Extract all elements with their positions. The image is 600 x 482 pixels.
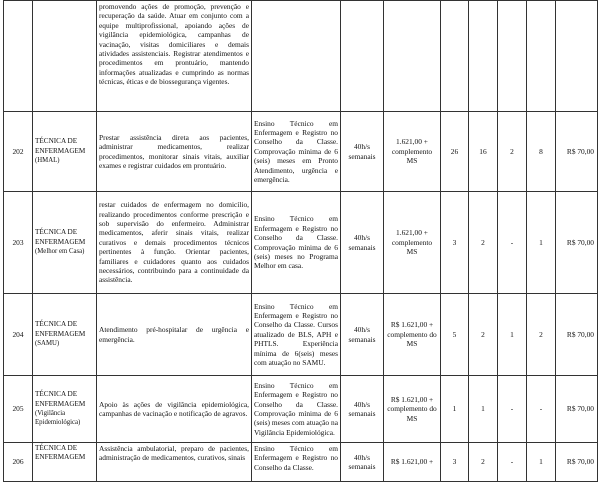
row-vencimento: R$ 1.621,00 + complemento do MS: [384, 294, 441, 376]
row-cargo: [33, 192, 97, 294]
table-row: [4, 376, 598, 443]
row-requisitos: Ensino Técnico em Enfermagem e Registro no Conselho da Classe.: [252, 443, 341, 482]
cargo-title: TÉCNICA DE ENFERMAGEM: [35, 320, 86, 338]
cargo-subtitle: (HMAL): [35, 157, 60, 165]
row-taxa: R$ 70,00: [556, 112, 598, 192]
cargo-title: TÉCNICA DE ENFERMAGEM: [35, 444, 86, 462]
table-row: [4, 192, 598, 294]
cargo-subtitle: (Melhor em Casa): [35, 248, 85, 256]
row-code: 202: [4, 112, 33, 192]
row-code: [4, 1, 33, 112]
row-count-3: 2: [498, 112, 527, 192]
row-count-3: -: [498, 443, 527, 482]
table-row: [4, 1, 598, 112]
row-count-2: 16: [469, 112, 498, 192]
row-count-2: [469, 1, 498, 112]
row-count-1: 5: [441, 294, 469, 376]
row-count-4: 8: [527, 112, 556, 192]
row-atribuicoes: promovendo ações de promoção, prevenção e recuperação da saúde. Atuar em conjunto com a equipe multiprofissional, apoiando ações de vigilância epidemiológica, campanhas de vacinação, visitas domiciliares e demais atividades assistenciais. Registrar atendimentos e procedimentos em prontuário, mantendo informações atualizadas e cumprindo as normas técnicas, éticas e de biossegurança vigentes.: [97, 1, 252, 112]
row-vencimento: [384, 1, 441, 112]
table-row: [4, 443, 598, 482]
row-code: 205: [4, 376, 33, 443]
row-atribuicoes: restar cuidados de enfermagem no domicílio, realizando procedimentos conforme prescrição e sob supervisão do enfermeiro. Administrar medicamentos, aferir sinais vitais, realizar curativos e demais procedimentos técnicos pertinentes à função. Orientar pacientes, familiares e cuidadores quanto aos cuidados necessários, contribuindo para a continuidade da assistência.: [97, 192, 252, 294]
row-cargo: [33, 1, 97, 112]
row-count-4: 1: [527, 192, 556, 294]
row-taxa: R$ 70,00: [556, 443, 598, 482]
row-taxa: R$ 70,00: [556, 192, 598, 294]
row-count-1: [441, 1, 469, 112]
row-count-1: 1: [441, 376, 469, 443]
cargo-title: TÉCNICA DE ENFERMAGEM: [35, 137, 86, 155]
row-taxa: [556, 1, 598, 112]
vacancy-table: [3, 0, 598, 482]
row-count-3: -: [498, 192, 527, 294]
row-carga: 40h/s semanais: [341, 294, 384, 376]
row-cargo: [33, 443, 97, 482]
row-count-2: 2: [469, 192, 498, 294]
row-count-1: 3: [441, 192, 469, 294]
row-carga: 40h/s semanais: [341, 376, 384, 443]
row-cargo: [33, 294, 97, 376]
cargo-subtitle: (SAMU): [35, 340, 60, 348]
row-code: 203: [4, 192, 33, 294]
row-code: 206: [4, 443, 33, 482]
row-count-4: 1: [527, 443, 556, 482]
row-count-3: -: [498, 376, 527, 443]
row-count-2: 2: [469, 294, 498, 376]
row-carga: [341, 1, 384, 112]
row-atribuicoes: Assistência ambulatorial, preparo de pacientes, administração de medicamentos, curativos, sinais: [97, 443, 252, 482]
row-count-1: 3: [441, 443, 469, 482]
table-row: [4, 294, 598, 376]
cargo-title: TÉCNICA DE ENFERMAGEM: [35, 228, 86, 246]
table-row: [4, 112, 598, 192]
cargo-title: TÉCNICA DE ENFERMAGEM: [35, 390, 86, 408]
row-carga: 40h/s semanais: [341, 192, 384, 294]
row-requisitos: Ensino Técnico em Enfermagem e Registro no Conselho da Classe. Comprovação mínima de 6 (seis) meses em Pronto Atendimento, urgência e emergência.: [252, 112, 341, 192]
row-taxa: R$ 70,00: [556, 294, 598, 376]
cargo-subtitle: (Vigilância Epidemiológica): [35, 410, 81, 427]
row-count-2: 2: [469, 443, 498, 482]
row-vencimento: 1.621,00 + complemento MS: [384, 112, 441, 192]
row-count-1: 26: [441, 112, 469, 192]
row-count-4: [527, 1, 556, 112]
row-vencimento: R$ 1.621,00 +: [384, 443, 441, 482]
row-atribuicoes: Atendimento pré-hospitalar de urgência e emergência.: [97, 294, 252, 376]
row-carga: 40h/s semanais: [341, 443, 384, 482]
row-cargo: [33, 112, 97, 192]
row-count-4: -: [527, 376, 556, 443]
row-requisitos: [252, 1, 341, 112]
row-code: 204: [4, 294, 33, 376]
row-count-3: 1: [498, 294, 527, 376]
row-carga: 40h/s semanais: [341, 112, 384, 192]
row-atribuicoes: Apoio às ações de vigilância epidemiológica, campanhas de vacinação e notificação de agravos.: [97, 376, 252, 443]
row-atribuicoes: Prestar assistência direta aos pacientes, administrar medicamentos, realizar procedimentos, monitorar sinais vitais, auxiliar exames e registrar cuidados em prontuário.: [97, 112, 252, 192]
row-vencimento: R$ 1.621,00 + complemento do MS: [384, 376, 441, 443]
row-requisitos: Ensino Técnico em Enfermagem e Registro no Conselho da Classe. Comprovação mínima de 6 (seis) meses no Programa Melhor em casa.: [252, 192, 341, 294]
row-cargo: [33, 376, 97, 443]
row-count-3: [498, 1, 527, 112]
row-requisitos: Ensino Técnico em Enfermagem e Registro no Conselho da Classe. Cursos atualizado de BLS, APH e PHTLS. Experiência mínima de 6(seis) meses com atuação no SAMU.: [252, 294, 341, 376]
row-vencimento: 1.621,00 + complemento MS: [384, 192, 441, 294]
row-count-4: 2: [527, 294, 556, 376]
row-count-2: 1: [469, 376, 498, 443]
row-requisitos: Ensino Técnico em Enfermagem e Registro no Conselho da Classe. Comprovação mínima de 6 (seis) meses com atuação na Vigilância Epidemiológica.: [252, 376, 341, 443]
row-taxa: R$ 70,00: [556, 376, 598, 443]
